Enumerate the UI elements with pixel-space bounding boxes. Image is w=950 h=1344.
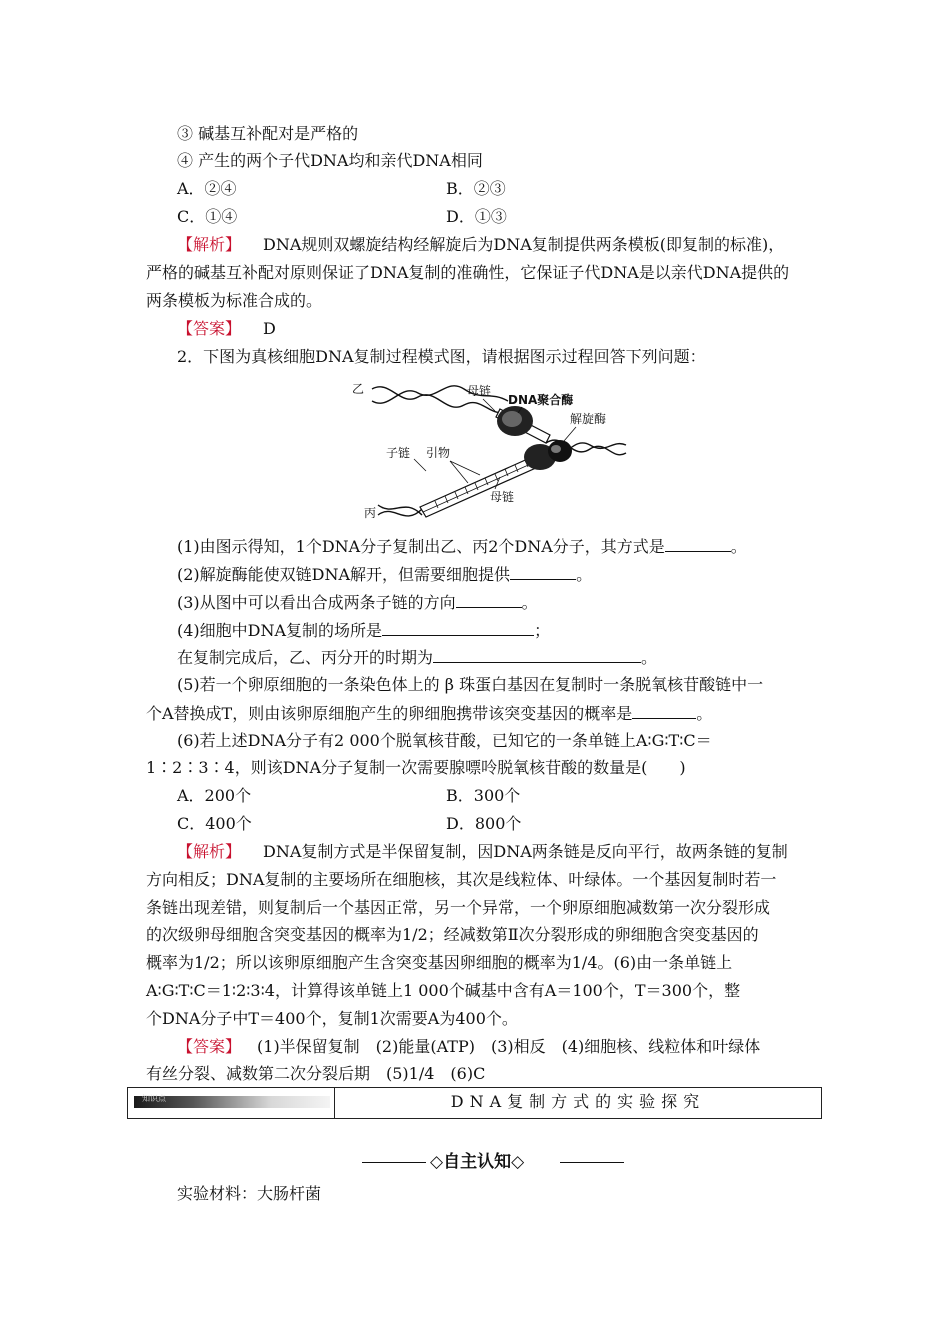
knowledge-point-badge-cell [128, 1088, 335, 1118]
q2-sub-4b-text: 在复制完成后，乙、丙分开的时期为 [177, 648, 434, 667]
figure-label-parent-strand-bottom: 母链 [490, 490, 515, 504]
q2-analysis-line-1 [177, 841, 788, 863]
figure-label-primer: 引物 [426, 446, 451, 460]
q1-analysis-line-2: 严格的碱基互补配对原则保证了DNA复制的准确性，它保证子代DNA是以亲代DNA提供的 [146, 263, 790, 282]
q2-sub-1: (1)由图示得知，1个DNA分子复制出乙、丙2个DNA分子，其方式是 。 [177, 537, 747, 556]
q1-option-c: C．①④ [177, 207, 238, 226]
q2-sub-4b: 在复制完成后，乙、丙分开的时期为 。 [177, 648, 658, 667]
figure-label-dna-polymerase: DNA聚合酶 [508, 393, 574, 407]
q2-analysis-line-5: 概率为1/2；所以该卵原细胞产生含突变基因卵细胞的概率为1/4。(6)由一条单链上 [146, 953, 733, 972]
q1-item-4: ④ 产生的两个子代DNA均和亲代DNA相同 [177, 151, 483, 170]
experiment-material: 实验材料：大肠杆菌 [177, 1184, 322, 1203]
figure-label-bing: 丙 [364, 506, 377, 520]
analysis-tag: 【解析】 [177, 842, 242, 861]
q2-sub-5-line-2: 个A替换成T，则由该卵原细胞产生的卵细胞携带该突变基因的概率是 。 [146, 704, 713, 723]
figure-label-helicase: 解旋酶 [570, 412, 607, 426]
q2-sub-6-line-1: (6)若上述DNA分子有2 000个脱氧核苷酸，已知它的一条单链上A∶G∶T∶C＝ [177, 731, 712, 750]
q2-sub-6-line-2: 1∶2∶3∶4，则该DNA分子复制一次需要腺嘌呤脱氧核苷酸的数量是( ) [146, 758, 686, 777]
q2-stem: 2．下图为真核细胞DNA复制过程模式图，请根据图示过程回答下列问题： [177, 347, 706, 366]
answer-blank [382, 619, 534, 636]
q1-option-d: D．①③ [446, 207, 507, 226]
answer-tag: 【答案】 [177, 319, 242, 338]
q2-option-b: B．300个 [446, 786, 521, 805]
knowledge-point-badge [134, 1096, 330, 1108]
q2-sub-1-text: (1)由图示得知，1个DNA分子复制出乙、丙2个DNA分子，其方式是 [177, 537, 665, 556]
q2-sub-3-text: (3)从图中可以看出合成两条子链的方向 [177, 593, 456, 612]
q2-answer-line-1 [177, 1036, 760, 1058]
q2-sub-4: (4)细胞中DNA复制的场所是 ； [177, 621, 551, 640]
q1-answer [177, 318, 276, 340]
q2-analysis-line-4: 的次级卵母细胞含突变基因的概率为1/2；经减数第Ⅱ次分裂形成的卵细胞含突变基因的 [146, 925, 759, 944]
knowledge-point-badge-text: 知识点 [142, 1094, 166, 1103]
knowledge-point-box [127, 1087, 822, 1119]
q2-option-d: D．800个 [446, 814, 522, 833]
analysis-text: DNA复制方式是半保留复制，因DNA两条链是反向平行，故两条链的复制 [263, 842, 788, 861]
q2-sub-5-text: 个A替换成T，则由该卵原细胞产生的卵细胞携带该突变基因的概率是 [146, 704, 633, 723]
analysis-text: DNA规则双螺旋结构经解旋后为DNA复制提供两条模板(即复制的标准)， [263, 235, 785, 254]
section-rule-right [560, 1162, 624, 1163]
q2-sub-3: (3)从图中可以看出合成两条子链的方向 。 [177, 593, 538, 612]
knowledge-point-title: DNA复制方式的实验探究 [450, 1092, 706, 1111]
q1-option-b: B．②③ [446, 179, 506, 198]
q2-sub-2-text: (2)解旋酶能使双链DNA解开，但需要细胞提供 [177, 565, 511, 584]
answer-blank [665, 535, 731, 552]
q2-option-a: A．200个 [177, 786, 252, 805]
q2-option-c: C．400个 [177, 814, 252, 833]
figure-label-daughter-strand: 子链 [386, 446, 411, 460]
answer-text: (1)半保留复制 (2)能量(ATP) (3)相反 (4)细胞核、线粒体和叶绿体 [257, 1037, 761, 1056]
q2-answer-line-2: 有丝分裂、减数第二次分裂后期 (5)1/4 (6)C [146, 1064, 486, 1083]
analysis-tag: 【解析】 [177, 235, 242, 254]
q2-sub-4-text: (4)细胞中DNA复制的场所是 [177, 621, 383, 640]
answer-blank [456, 591, 522, 608]
section-rule-left [362, 1162, 426, 1163]
q2-analysis-line-6: A∶G∶T∶C＝1∶2∶3∶4，计算得该单链上1 000个碱基中含有A＝100个，T＝300个，整 [146, 981, 741, 1000]
answer-blank [632, 702, 696, 719]
answer-text: D [263, 319, 276, 338]
section-heading: ◇自主认知◇ [430, 1152, 525, 1172]
figure-label-parent-strand-top: 母链 [467, 384, 492, 398]
q1-item-3: ③ 碱基互补配对是严格的 [177, 124, 359, 143]
q1-option-a: A．②④ [177, 179, 237, 198]
answer-blank [433, 646, 641, 663]
answer-blank [510, 563, 576, 580]
q2-analysis-line-2: 方向相反；DNA复制的主要场所在细胞核，其次是线粒体、叶绿体。一个基因复制时若一 [146, 870, 777, 889]
q2-sub-5-line-1: (5)若一个卵原细胞的一条染色体上的 β 珠蛋白基因在复制时一条脱氧核苷酸链中一 [177, 675, 764, 694]
q2-analysis-line-3: 条链出现差错，则复制后一个基因正常，另一个异常，一个卵原细胞减数第一次分裂形成 [146, 898, 771, 917]
answer-tag: 【答案】 [177, 1037, 242, 1056]
figure-label-yi: 乙 [352, 382, 365, 396]
dna-replication-figure [350, 379, 630, 521]
q1-analysis-line-1 [177, 234, 784, 256]
q2-analysis-line-7: 个DNA分子中T＝400个，复制1次需要A为400个。 [146, 1009, 518, 1028]
q1-analysis-line-3: 两条模板为标准合成的。 [146, 291, 323, 310]
q2-sub-2: (2)解旋酶能使双链DNA解开，但需要细胞提供 。 [177, 565, 593, 584]
